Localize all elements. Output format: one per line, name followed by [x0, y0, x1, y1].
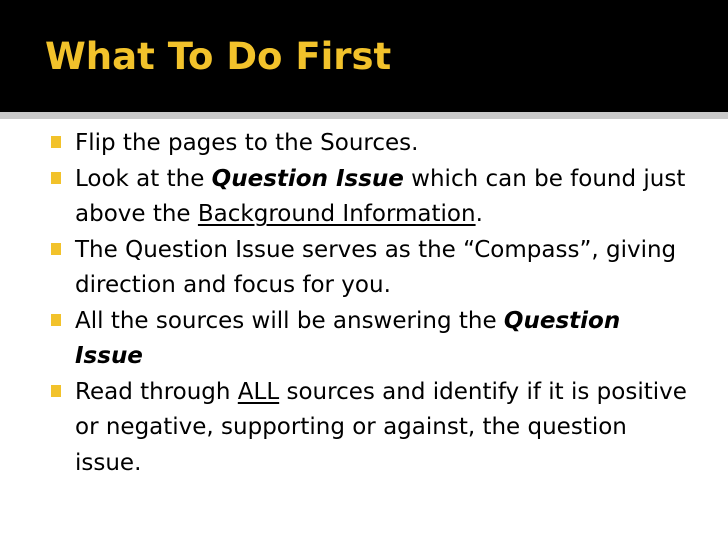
- bullet-text: sources and identify if it is positive or negative, supporting or against, the question issue.: [75, 378, 687, 476]
- square-bullet-icon: [51, 172, 61, 184]
- bullet-item-question-issue: [48, 162, 688, 233]
- bullet-item-sources-answering: [48, 304, 688, 375]
- square-bullet-icon: [51, 314, 61, 326]
- bullet-item-flip-pages: [48, 126, 688, 162]
- title-divider: [0, 112, 728, 119]
- emphasis-question-issue: Question Issue: [211, 165, 404, 192]
- bullet-text: which can be found just above the: [75, 165, 686, 227]
- slide-title: What To Do First: [45, 35, 392, 78]
- bullet-text: Flip the pages to the Sources.: [75, 130, 419, 156]
- bullet-text: The Question Issue serves as the “Compass”, giving direction and focus for you.: [75, 236, 677, 298]
- square-bullet-icon: [51, 385, 61, 397]
- title-bar: [0, 0, 728, 112]
- bullet-item-read-all: [48, 375, 688, 482]
- bullet-item-compass: [48, 233, 688, 304]
- emphasis-question-issue: Question Issue: [75, 307, 621, 369]
- underlined-all: ALL: [237, 378, 280, 405]
- square-bullet-icon: [51, 243, 61, 255]
- bullet-list: [48, 126, 688, 481]
- bullet-text: Read through: [75, 378, 238, 405]
- bullet-text: Look at the: [75, 165, 212, 192]
- underlined-background-information: Background Information: [197, 201, 476, 227]
- bullet-text: All the sources will be answering the: [75, 307, 504, 334]
- bullet-text: .: [475, 201, 483, 227]
- square-bullet-icon: [51, 136, 61, 148]
